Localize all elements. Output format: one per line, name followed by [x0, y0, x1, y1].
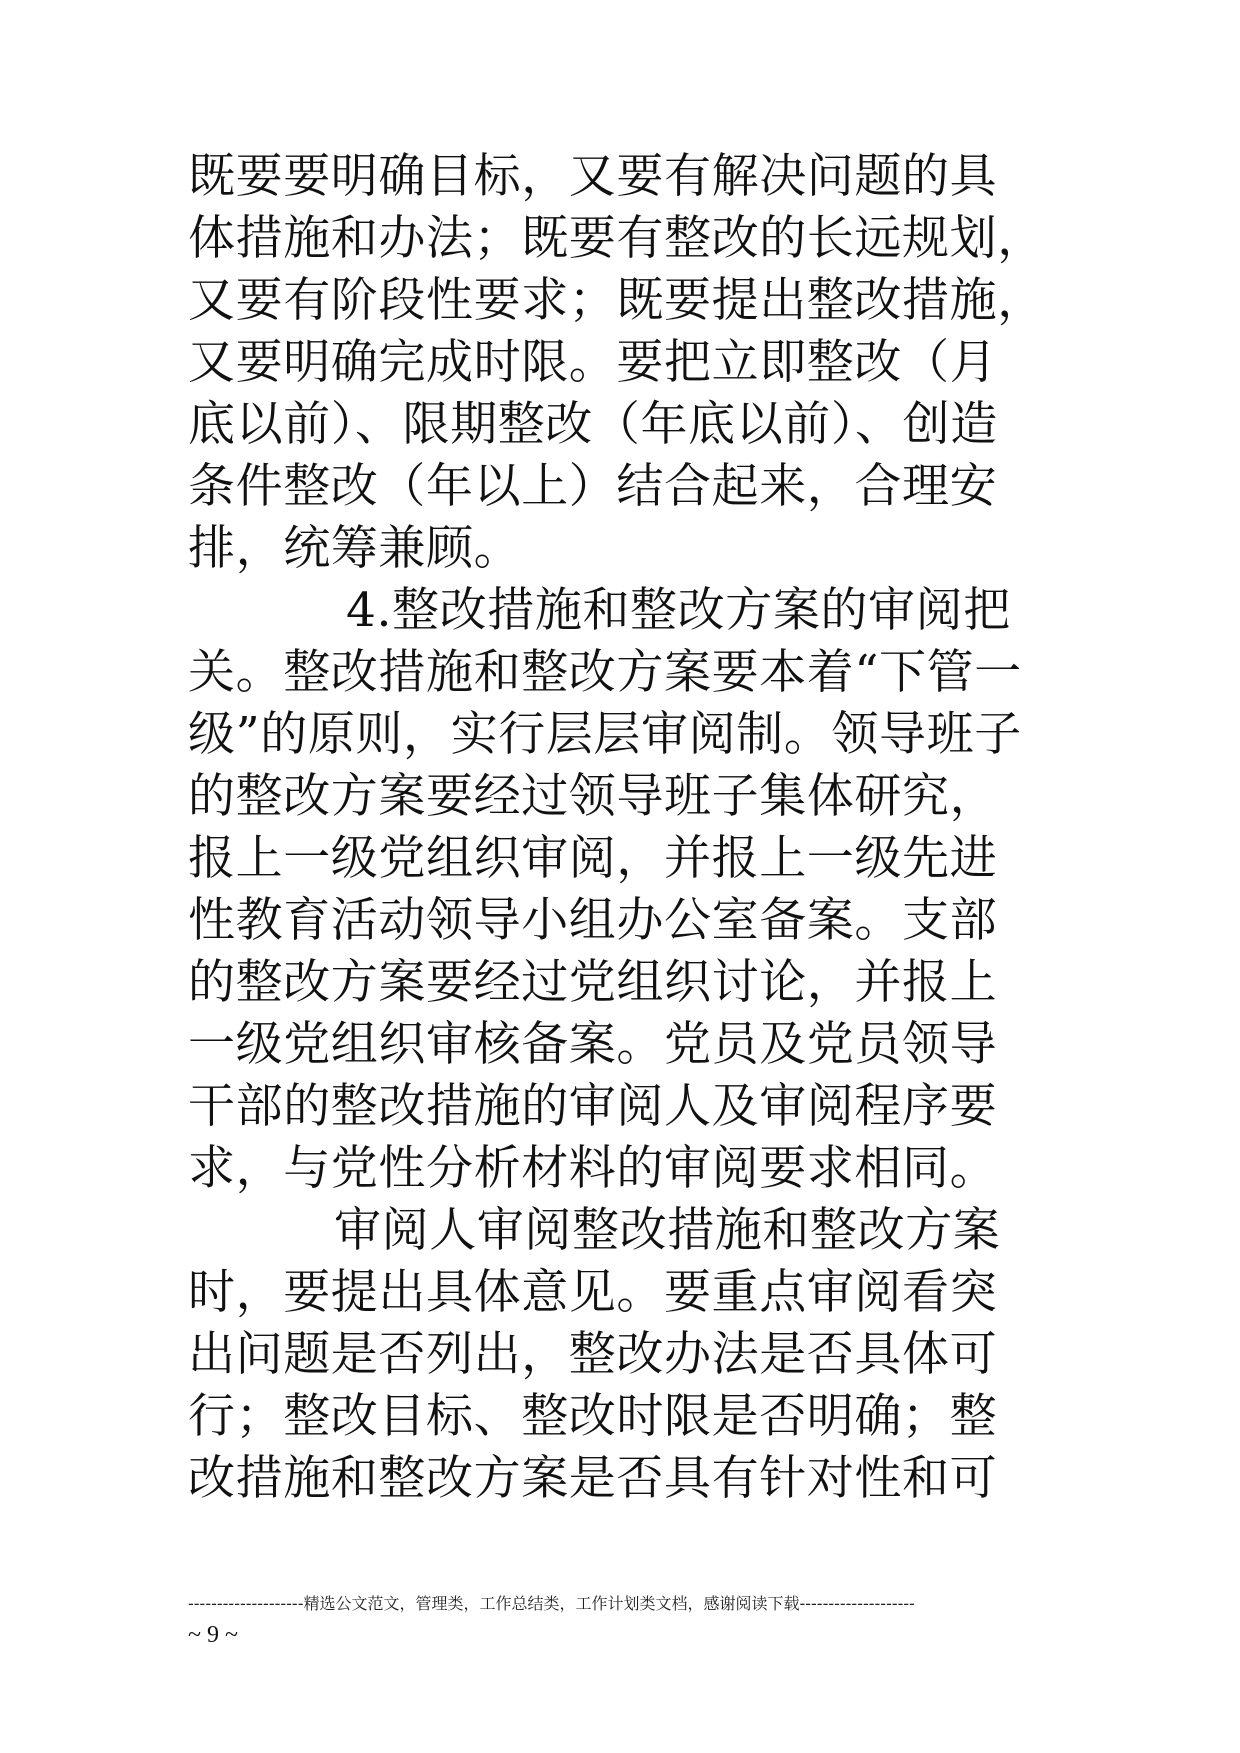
text-line: 的整改方案要经过领导班子集体研究，	[188, 769, 998, 824]
text-line: 改措施和整改方案是否具有针对性和可	[188, 1451, 998, 1506]
text-line: 底以前）、限期整改（年底以前）、创造	[188, 397, 998, 452]
body-text	[188, 146, 1054, 1510]
text-line: 又要有阶段性要求；既要提出整改措施，	[188, 273, 1045, 328]
text-line: 时，要提出具体意见。要重点审阅看突	[188, 1265, 998, 1320]
text-line: 既要要明确目标，又要有解决问题的具	[188, 149, 998, 204]
text-line: 求，与党性分析材料的审阅要求相同。	[188, 1141, 998, 1196]
text-line: 的整改方案要经过党组织讨论，并报上	[188, 955, 998, 1010]
section-heading-line: 4.整改措施和整改方案的审阅把	[346, 583, 1011, 638]
text-line: 行；整改目标、整改时限是否明确；整	[188, 1389, 998, 1444]
text-line: 条件整改（年以上）结合起来，合理安	[188, 459, 998, 514]
text-line: 又要明确完成时限。要把立即整改（月	[188, 335, 998, 390]
text-line: 体措施和办法；既要有整改的长远规划，	[188, 211, 1045, 266]
text-line: 一级党组织审核备案。党员及党员领导	[188, 1017, 998, 1072]
text-line: 报上一级党组织审阅，并报上一级先进	[188, 831, 998, 886]
paragraph-start-line: 审阅人审阅整改措施和整改方案	[334, 1203, 1001, 1258]
text-line: 干部的整改措施的审阅人及审阅程序要	[188, 1079, 998, 1134]
text-line: 级”的原则，实行层层审阅制。领导班子	[188, 707, 1022, 762]
footer-note: --------------------精选公文范文，管理类，工作总结类，工作计划类文档，感谢阅读下载--------------------	[188, 1594, 915, 1613]
text-line: 性教育活动领导小组办公室备案。支部	[188, 893, 998, 948]
page-number: ~ 9 ~	[188, 1622, 238, 1648]
text-line: 排，统筹兼顾。	[188, 521, 522, 576]
text-line: 关。整改措施和整改方案要本着“下管一	[188, 645, 1022, 700]
text-line: 出问题是否列出，整改办法是否具体可	[188, 1327, 998, 1382]
